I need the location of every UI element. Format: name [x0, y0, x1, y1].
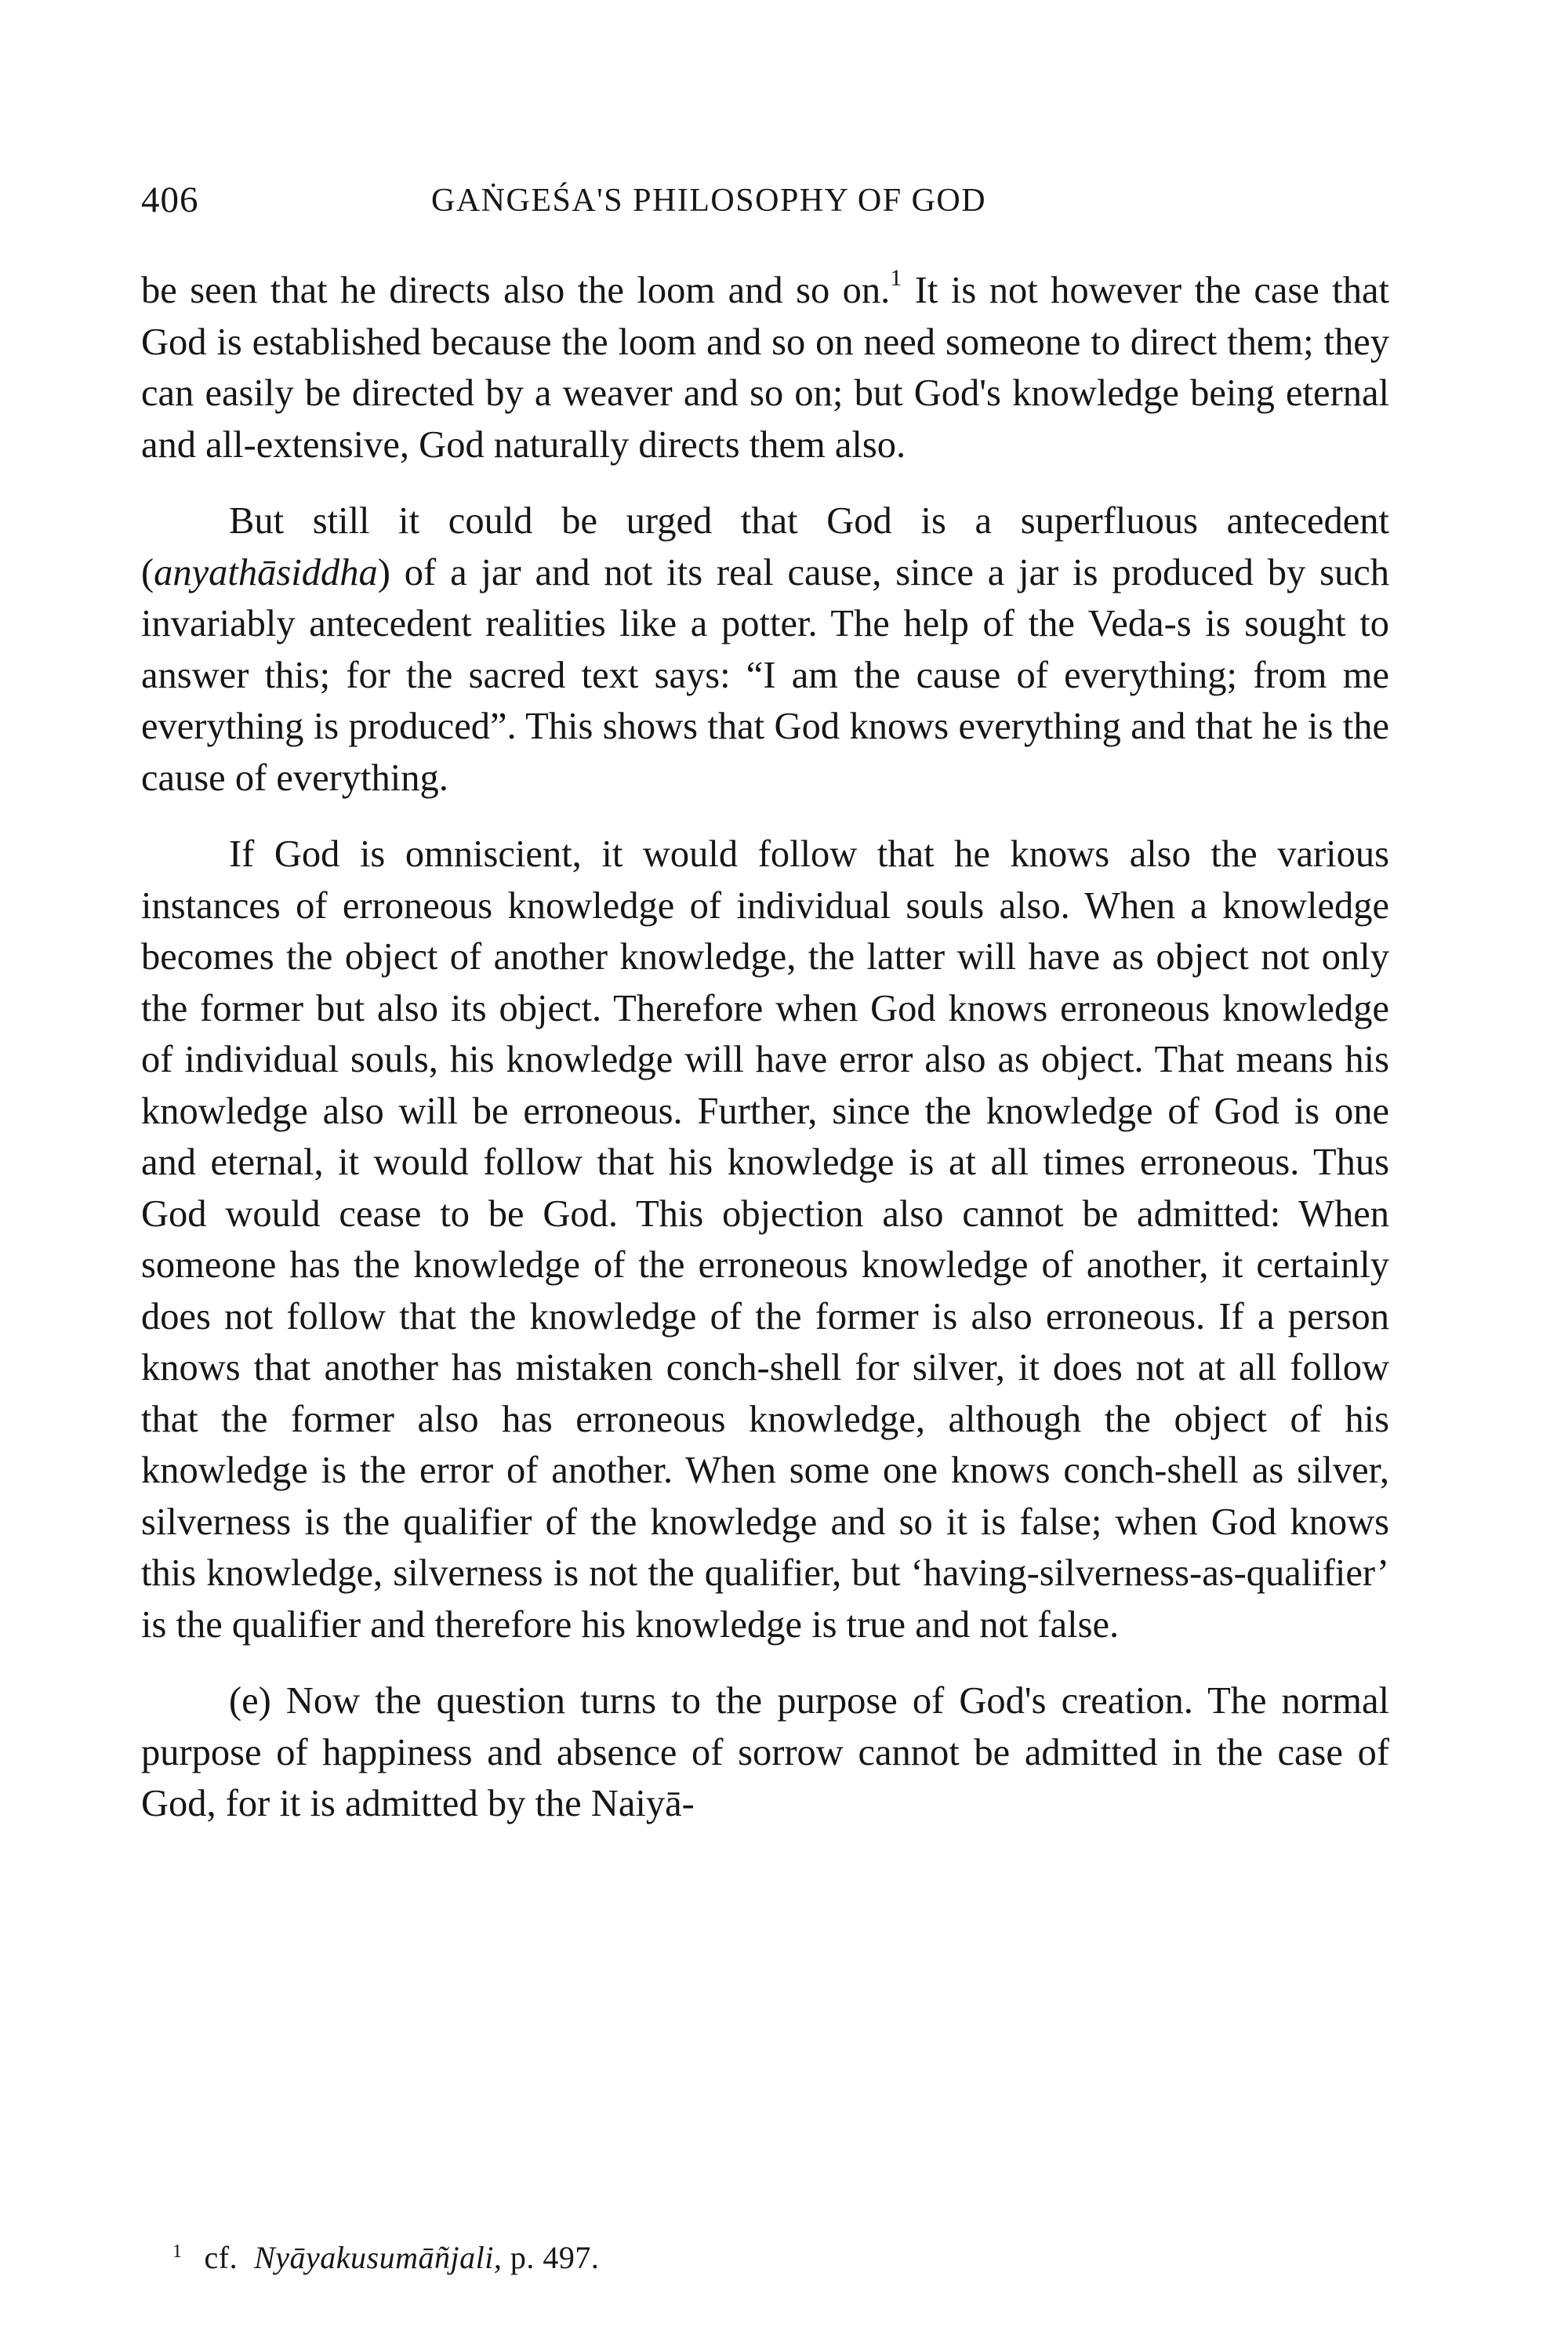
- paragraph-2-rest: ) of a jar and not its real cause, since a jar is produced by such invariably antecedent realities like a potter. The help of the Veda-s is sought to answer this; for the sacred text says: “I am the cause of everything; from me everything is produced”. This shows that God knows everything and that he is the cause of everything.: [141, 551, 1389, 799]
- paragraph-4: (e) Now the question turns to the purpose of God's creation. The normal purpose of happiness and absence of sorrow cannot be admitted in the case of God, for it is admitted by the Naiyā-: [141, 1680, 1389, 1824]
- footnote-prefix: cf.: [204, 2240, 238, 2275]
- footnote-page: p. 497.: [510, 2240, 600, 2275]
- footnote-mark: 1: [172, 2241, 183, 2262]
- running-head: [141, 179, 1396, 234]
- sanskrit-term: anyathāsiddha: [154, 551, 378, 593]
- running-title: GAṄGEŚA'S PHILOSOPHY OF GOD: [431, 183, 987, 219]
- page-number: 406: [141, 180, 199, 220]
- paragraph-1-rest: It is not however the case that God is established because the loom and so on need someone to direct them; they can easily be directed by a weaver and so on; but God's knowledge being eternal and all-extensive, God naturally directs them also.: [141, 270, 1389, 466]
- footnote-work-title: Nyāyakusumāñjali,: [254, 2240, 503, 2275]
- footnote: [172, 2239, 599, 2276]
- paragraph-1: [141, 265, 1389, 470]
- paragraph-3: If God is omniscient, it would follow that he knows also the various instances of erroneous knowledge of individual souls also. When a knowledge becomes the object of another knowledge, the latter will have as object not only the former but also its object. Therefore when God knows erroneous knowledge of individual souls, his knowledge will have error also as object. That means his knowledge also will be erroneous. Further, since the knowledge of God is one and eternal, it would follow that his knowledge is at all times erroneous. Thus God would cease to be God. This objection also cannot be admitted: When someone has the knowledge of the erroneous knowledge of another, it certainly does not follow that the knowledge of the former is also erroneous. If a person knows that another has mistaken conch-shell for silver, it does not at all follow that the former also has erroneous knowledge, although the object of his knowledge is the error of another. When some one knows conch-shell as silver, silverness is the qualifier of the knowledge and so it is false; when God knows this knowledge, silverness is not the qualifier, but ‘having-silverness-as-qualifier’ is the qualifier and therefore his knowledge is true and not false.: [141, 833, 1389, 1646]
- paragraph-1-start: be seen that he directs also the loom and so on.: [141, 270, 891, 311]
- paragraph-2-start: But still it could be urged that God is a superfluous antecedent (: [141, 500, 1389, 593]
- body-text: [141, 265, 1389, 1830]
- paragraph-2: [141, 495, 1389, 804]
- footnote-reference: 1: [890, 265, 902, 291]
